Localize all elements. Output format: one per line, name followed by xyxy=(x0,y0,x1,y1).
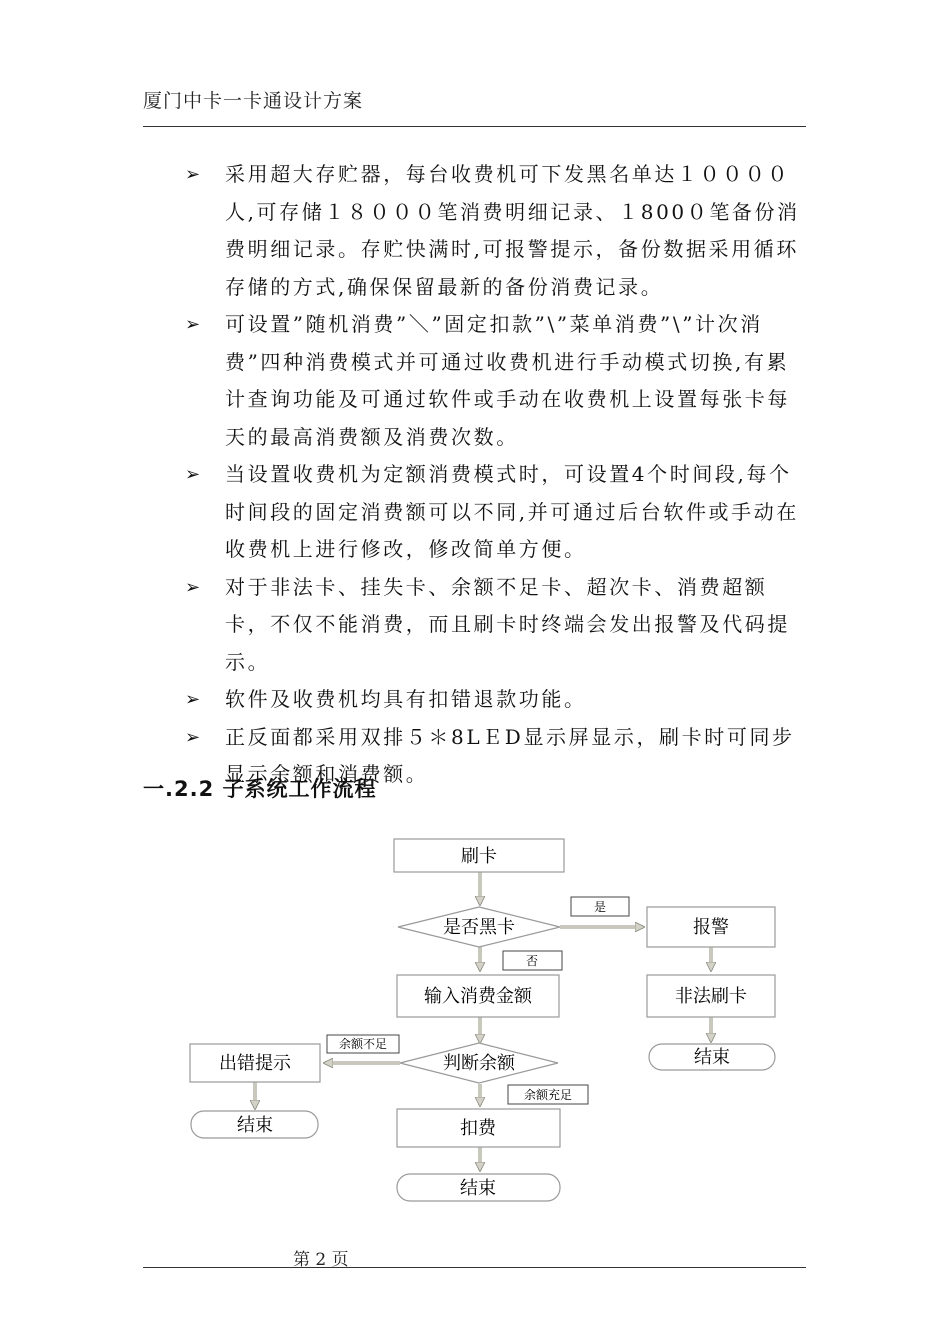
input-amount-label: 输入消费金额 xyxy=(424,986,532,1007)
list-item: ➢ 当设置收费机为定额消费模式时，可设置4个时间段,每个时间段的固定消费额可以不同,并可通过后台软件或手动在收费机上进行修改，修改简单方便。 xyxy=(185,456,810,569)
deduct-label: 扣费 xyxy=(460,1118,496,1139)
illegal-swipe-label: 非法刷卡 xyxy=(675,986,747,1007)
page-header-title: 厦门中卡一卡通设计方案 xyxy=(143,90,364,112)
alarm-label: 报警 xyxy=(693,917,729,938)
list-item: ➢ 正反面都采用双排５＊8LＥD显示屏显示，刷卡时可同步显示余额和消费额。 xyxy=(185,719,810,794)
arrow-bullet-icon: ➢ xyxy=(185,689,203,710)
yes-branch-label: 是 xyxy=(593,900,607,914)
list-item: ➢ 可设置”随机消费”＼”固定扣款”\”菜单消费”\”计次消费”四种消费模式并可通过收费机进行手动模式切换,有累计查询功能及可通过软件或手动在收费机上设置每张卡每天的最高消费额及消费次数。 xyxy=(185,306,810,456)
no-branch-label: 否 xyxy=(525,954,539,968)
arrow-bullet-icon: ➢ xyxy=(185,314,203,335)
arrow-bullet-icon: ➢ xyxy=(185,464,203,485)
end-left-label: 结束 xyxy=(237,1115,273,1136)
balance-decision-label: 判断余额 xyxy=(443,1053,515,1074)
list-item: ➢ 软件及收费机均具有扣错退款功能。 xyxy=(185,681,810,719)
blacklist-decision-label: 是否黑卡 xyxy=(443,917,515,938)
end-right-label: 结束 xyxy=(694,1047,730,1068)
swipe-card-label: 刷卡 xyxy=(461,846,497,867)
arrow-bullet-icon: ➢ xyxy=(185,164,203,185)
page-number: 第 2 页 xyxy=(293,1250,349,1270)
sufficient-branch-label: 余额充足 xyxy=(523,1088,573,1102)
error-prompt-label: 出错提示 xyxy=(219,1053,291,1074)
arrow-bullet-icon: ➢ xyxy=(185,726,203,748)
insufficient-branch-label: 余额不足 xyxy=(338,1037,388,1051)
end-bottom-label: 结束 xyxy=(460,1178,496,1199)
section-heading: 一.2.2 子系统工作流程 xyxy=(143,777,377,801)
arrow-bullet-icon: ➢ xyxy=(185,576,203,598)
list-item: ➢ 采用超大存贮器，每台收费机可下发黑名单达１００００人,可存储１８０００笔消费明细记录、１800０笔备份消费明细记录。存贮快满时,可报警提示，备份数据采用循环存储的方式,确保保留最新的备份消费记录。 xyxy=(185,156,810,306)
footer-rule xyxy=(143,1267,806,1268)
list-item: ➢ 对于非法卡、挂失卡、余额不足卡、超次卡、消费超额卡，不仅不能消费，而且刷卡时终端会发出报警及代码提示。 xyxy=(185,569,810,682)
